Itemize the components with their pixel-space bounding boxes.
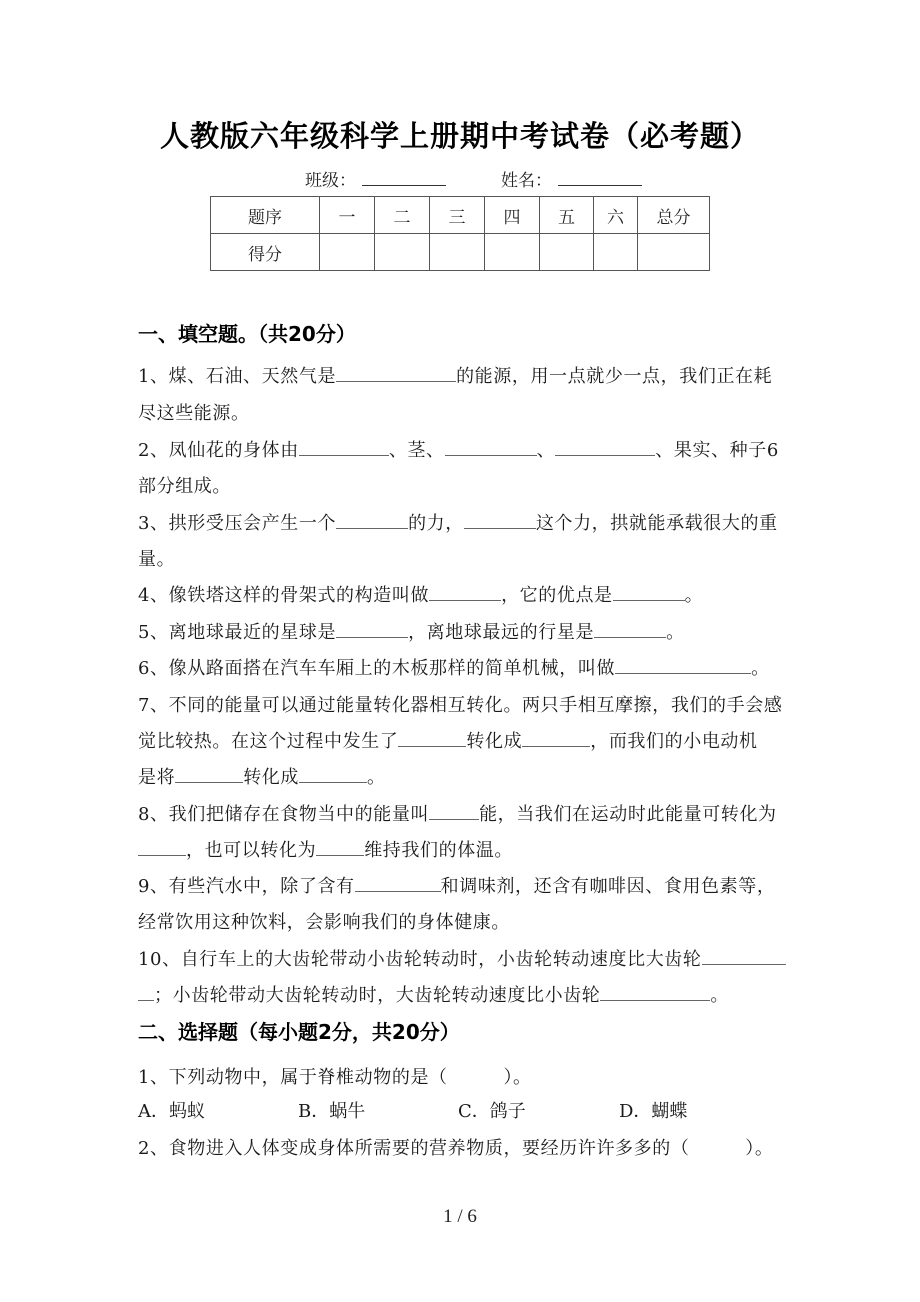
question-line	[138, 763, 386, 789]
question-line	[138, 836, 513, 862]
score-cell[interactable]	[375, 234, 430, 271]
question-text: 是将	[138, 767, 176, 788]
question-text: 1、煤、石油、天然气是	[138, 366, 337, 387]
header-cell: 四	[485, 197, 540, 234]
answer-blank[interactable]	[464, 510, 536, 529]
answer-blank[interactable]	[138, 837, 186, 856]
header-cell: 总分	[638, 197, 710, 234]
question-text: 量。	[138, 549, 176, 570]
answer-blank[interactable]	[445, 437, 537, 456]
score-cell[interactable]	[638, 234, 710, 271]
score-table-header-row	[211, 197, 710, 234]
question-text: ，它的优点是	[501, 585, 613, 606]
question-text: 6、像从路面搭在汽车车厢上的木板那样的简单机械，叫做	[138, 658, 616, 679]
question-text: 觉比较热。在这个过程中发生了	[138, 731, 399, 752]
mc-question-stem: 2、食物进入人体变成身体所需要的营养物质，要经历许许多多的（ ）。	[138, 1138, 774, 1159]
question-line	[138, 399, 250, 425]
answer-blank[interactable]	[600, 982, 710, 1001]
question-text: 3、拱形受压会产生一个	[138, 513, 337, 534]
header-cell: 一	[320, 197, 375, 234]
answer-blank[interactable]	[398, 728, 466, 747]
answer-blank[interactable]	[138, 982, 154, 1001]
question-line	[138, 545, 175, 571]
question-text: 转化成	[243, 767, 300, 788]
answer-blank[interactable]	[175, 764, 243, 783]
question-text: 8、我们把储存在食物当中的能量叫	[138, 804, 430, 825]
score-row-label: 得分	[211, 234, 320, 271]
answer-blank[interactable]	[429, 801, 479, 820]
section-heading-multiple-choice: 二、选择题（每小题2分，共20分）	[138, 1020, 460, 1044]
question-text: 转化成	[466, 731, 523, 752]
question-text: ，也可以转化为	[186, 840, 317, 861]
name-label: 姓名：	[501, 171, 552, 191]
score-table	[210, 196, 710, 271]
header-cell: 六	[594, 197, 638, 234]
answer-blank[interactable]	[555, 437, 655, 456]
question-text: 7、不同的能量可以通过能量转化器相互转化。两只手相互摩擦，我们的手会感	[138, 695, 783, 716]
question-text: 能，当我们在运动时此能量可转化为	[479, 804, 777, 825]
question-line	[138, 618, 685, 644]
question-line	[138, 509, 778, 535]
question-text: 。	[666, 622, 685, 643]
header-cell: 五	[540, 197, 594, 234]
question-text: ，离地球最远的行星是	[408, 622, 595, 643]
score-cell[interactable]	[594, 234, 638, 271]
question-text: 。	[367, 767, 386, 788]
question-text: 尽这些能源。	[138, 403, 250, 424]
question-text: 。	[751, 658, 770, 679]
question-text: 、果实、种子6	[655, 440, 779, 461]
question-line	[138, 581, 703, 607]
option-d[interactable]: D．蝴蝶	[619, 1101, 688, 1122]
exam-title: 人教版六年级科学上册期中考试卷（必考题）	[159, 119, 760, 153]
page-indicator: 1 / 6	[443, 1206, 477, 1227]
question-text: 9、有些汽水中，除了含有	[138, 876, 355, 897]
option-c[interactable]: C．鸽子	[458, 1101, 526, 1122]
score-cell[interactable]	[540, 234, 594, 271]
answer-blank[interactable]	[316, 837, 364, 856]
question-text: 、茎、	[388, 440, 445, 461]
mc-question-stem: 1、下列动物中，属于脊椎动物的是（ ）。	[138, 1067, 532, 1088]
class-field	[305, 166, 446, 191]
name-blank[interactable]	[558, 168, 642, 186]
answer-blank[interactable]	[594, 619, 666, 638]
question-line	[138, 472, 231, 498]
question-line	[138, 981, 729, 1007]
question-text: 的能源，用一点就少一点，我们正在耗	[456, 366, 773, 387]
class-label: 班级：	[305, 171, 356, 191]
answer-blank[interactable]	[355, 873, 441, 892]
header-cell: 题序	[211, 197, 320, 234]
question-line	[138, 800, 777, 826]
score-cell[interactable]	[430, 234, 485, 271]
question-text: ，而我们的小电动机	[590, 731, 758, 752]
answer-blank[interactable]	[299, 437, 389, 456]
class-blank[interactable]	[362, 168, 446, 186]
question-text: 5、离地球最近的星球是	[138, 622, 337, 643]
question-text: 4、像铁塔这样的骨架式的构造叫做	[138, 585, 430, 606]
question-text: 部分组成。	[138, 476, 231, 497]
answer-blank[interactable]	[615, 655, 751, 674]
answer-blank[interactable]	[299, 764, 367, 783]
question-line	[138, 654, 770, 680]
name-field	[501, 166, 642, 191]
section-heading-fill-in: 一、填空题。（共20分）	[138, 322, 356, 346]
score-table-score-row	[211, 234, 710, 271]
answer-blank[interactable]	[613, 582, 685, 601]
question-text: 维持我们的体温。	[364, 840, 514, 861]
score-cell[interactable]	[320, 234, 375, 271]
question-line	[138, 908, 510, 934]
question-text: 这个力，拱就能承载很大的重	[535, 513, 778, 534]
question-text: 和调味剂，还含有咖啡因、食用色素等，	[440, 876, 776, 897]
question-text: 的力，	[408, 513, 464, 534]
header-cell: 二	[375, 197, 430, 234]
score-cell[interactable]	[485, 234, 540, 271]
question-text: 、	[536, 440, 556, 461]
question-text: 2、凤仙花的身体由	[138, 440, 299, 461]
question-text: 10、自行车上的大齿轮带动小齿轮转动时，小齿轮转动速度比大齿轮	[138, 949, 702, 970]
question-line	[138, 727, 758, 753]
answer-blank[interactable]	[429, 582, 501, 601]
answer-blank[interactable]	[336, 510, 408, 529]
question-line	[138, 691, 782, 717]
question-line	[138, 362, 772, 388]
answer-blank[interactable]	[522, 728, 590, 747]
question-text: 。	[710, 985, 730, 1006]
option-a[interactable]: A．蚂蚁	[138, 1101, 205, 1122]
header-cell: 三	[430, 197, 485, 234]
option-b[interactable]: B．蜗牛	[298, 1101, 366, 1122]
answer-blank[interactable]	[336, 363, 456, 382]
question-line	[138, 872, 775, 898]
answer-blank[interactable]	[702, 946, 786, 965]
answer-blank[interactable]	[336, 619, 408, 638]
question-text: ；小齿轮带动大齿轮转动时，大齿轮转动速度比小齿轮	[154, 985, 601, 1006]
question-text: 经常饮用这种饮料，会影响我们的身体健康。	[138, 912, 510, 933]
question-line	[138, 436, 779, 462]
question-line	[138, 945, 786, 971]
question-text: 。	[684, 585, 704, 606]
